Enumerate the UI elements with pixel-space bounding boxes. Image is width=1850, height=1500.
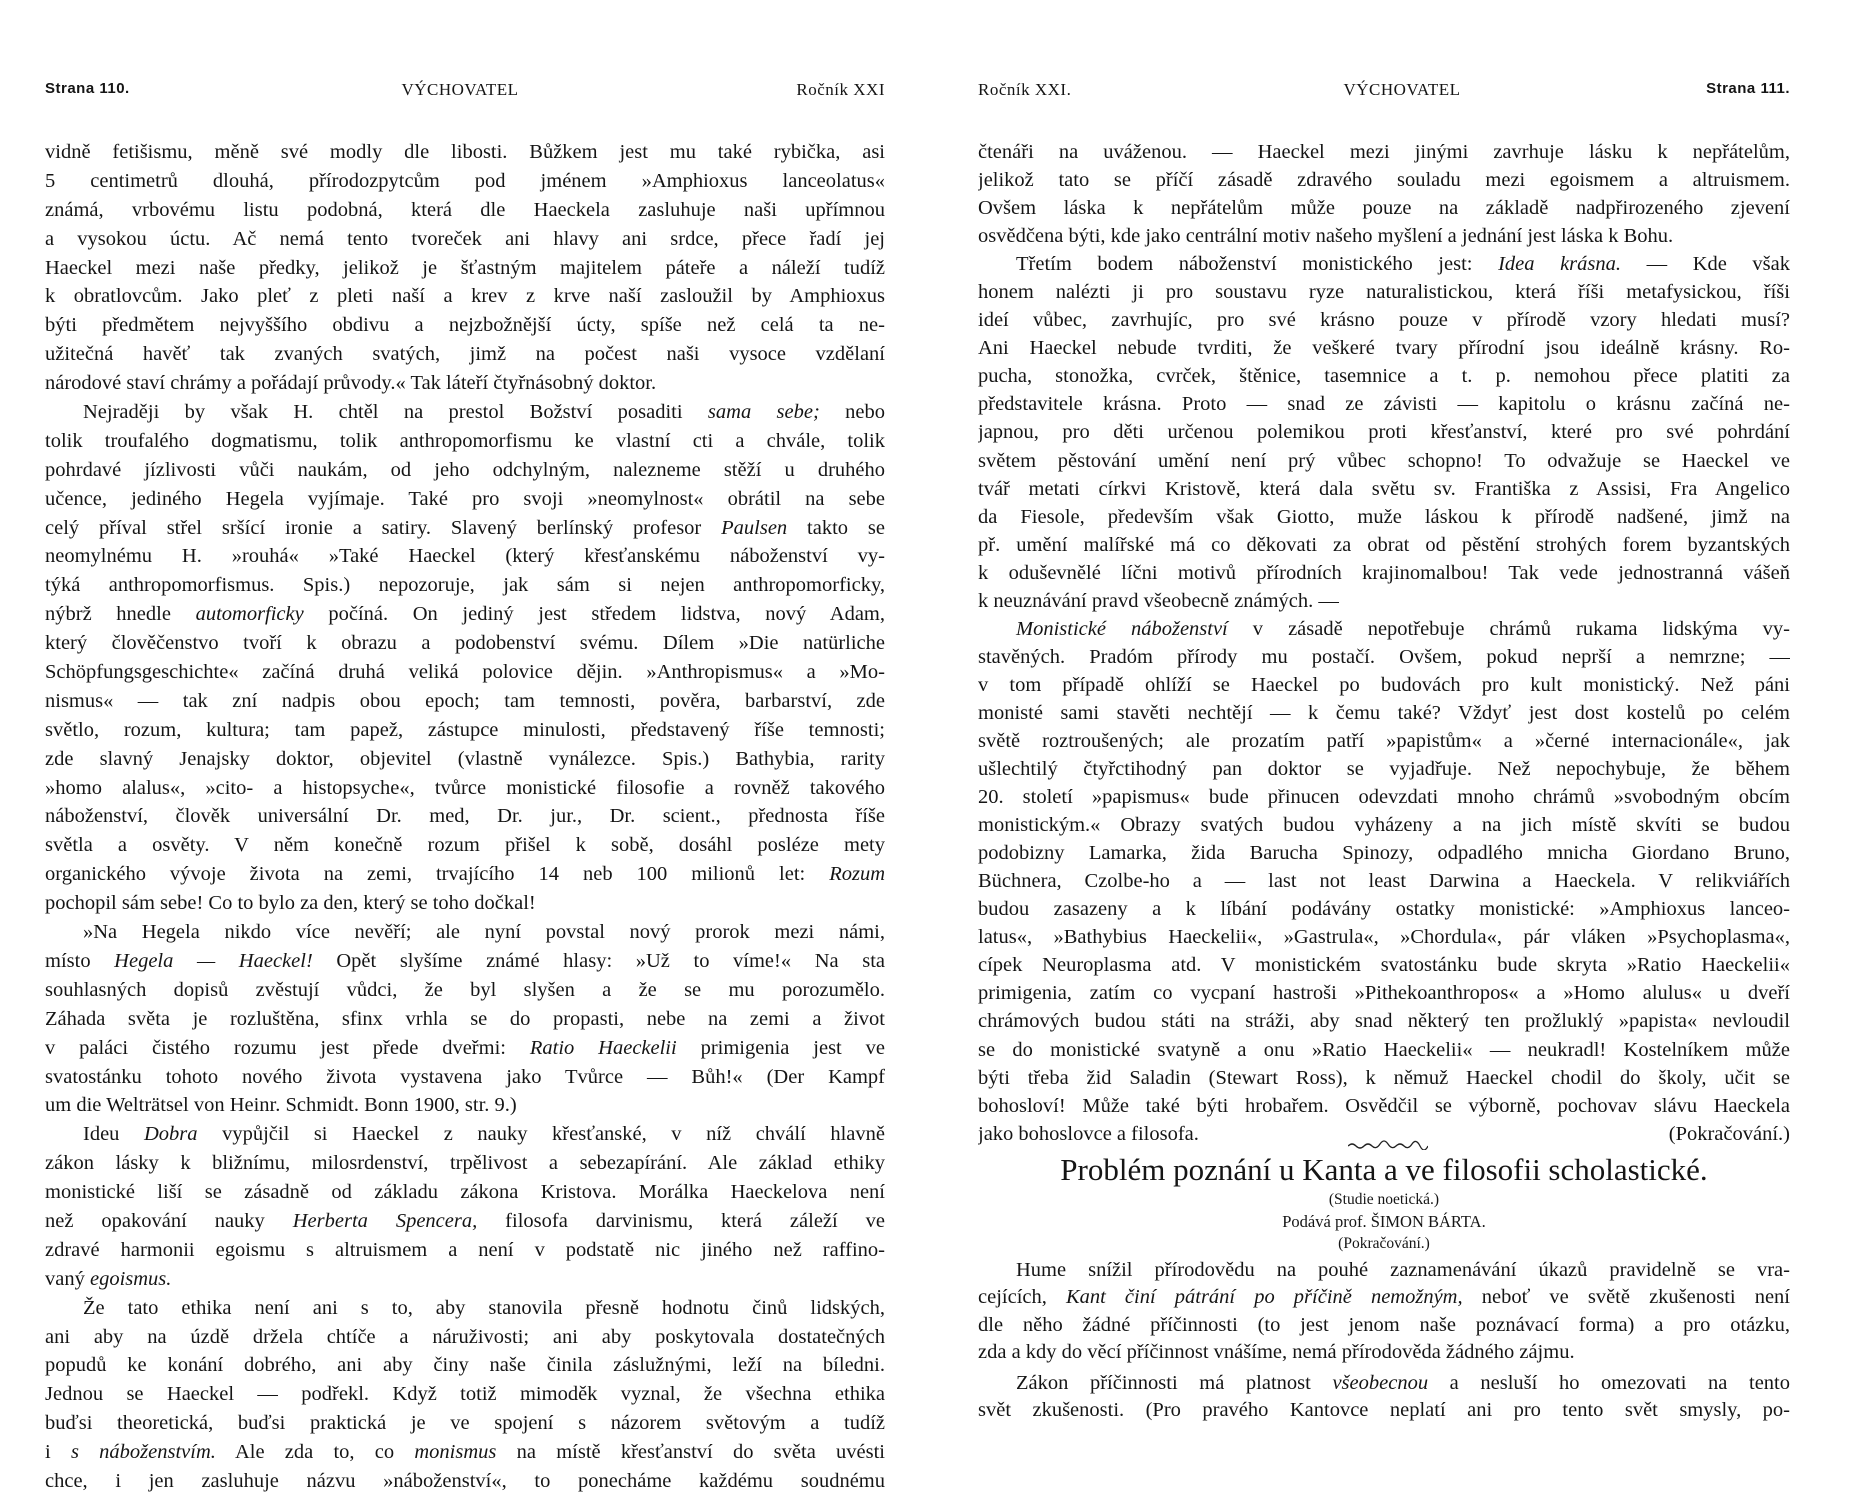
text-run: chrámových budou státi na stráži, aby snad některý ten prožluklý »papista« nevloudil	[978, 1010, 1790, 1033]
italic-text-run: všeobecnou	[1332, 1372, 1429, 1395]
text-line	[45, 802, 885, 831]
text-run: »homo alalus«, »cito- a histopsyche«, tvůrce monistické filosofie a rovněž takového	[45, 776, 885, 799]
text-line	[978, 1092, 1790, 1120]
text-line	[45, 225, 885, 254]
text-run: zde slavný Jenajsky doktor, objevitel (vlastně vynálezce. Spis.) Bathybia, rarity	[45, 747, 885, 770]
text-run: vaný	[45, 1267, 90, 1290]
text-run: náboženství, člověk universální Dr. med, Dr. jur., Dr. scient., přednosta říše	[45, 805, 885, 828]
text-run: »Na Hegela nikdo více nevěří; ale nyní povstal nový prorok mezi námi,	[83, 921, 885, 944]
text-line	[978, 587, 1790, 615]
text-run: př. umění malířské má co děkovati za obrat od pěstění strohých forem byzantských	[978, 533, 1790, 556]
text-run: 5 centimetrů dlouhá, přírodozpytcům pod jménem »Amphioxus lanceolatus«	[45, 169, 885, 192]
text-run: pucha, stonožka, cvrček, štěnice, tasemnice a t. p. nemohou přece platiti za	[978, 365, 1790, 388]
text-line	[978, 1036, 1790, 1064]
text-run: Schöpfungsgeschichte« začíná druhá veliká polovice dějin. »Anthropismus« a »Mo-	[45, 661, 885, 684]
text-line	[978, 1257, 1790, 1284]
text-line	[978, 671, 1790, 699]
text-run: chce, i jen zasluhuje názvu »náboženství«, to ponecháme každému soudnému	[45, 1469, 885, 1492]
text-run: primigenia jest ve	[676, 1036, 885, 1059]
text-run: bohosloví! Může také býti hrobařem. Osvědčil se výborně, pochovav slávu Haeckela	[978, 1094, 1790, 1117]
paragraph	[45, 1294, 885, 1496]
text-line	[978, 278, 1790, 306]
text-line	[978, 867, 1790, 895]
text-line	[45, 1409, 885, 1438]
text-line	[978, 475, 1790, 503]
paragraph	[45, 398, 885, 918]
text-run: Ale zda to, co	[215, 1441, 415, 1464]
text-run: Ovšem láska k nepřátelům může pouze na základě nadpřirozeného zjevení	[978, 197, 1790, 220]
left-volume: Ročník XXI	[796, 80, 885, 99]
text-line	[978, 1397, 1790, 1424]
text-line	[978, 895, 1790, 923]
text-run: Třetím bodem náboženství monistického jest:	[1016, 253, 1499, 276]
text-run: nýbrž hnedle	[45, 603, 196, 626]
text-run: a nesluší ho omezovati na tento	[1428, 1372, 1790, 1395]
text-line	[978, 783, 1790, 811]
paragraph	[978, 615, 1790, 1148]
text-run: budou zasazeny a k líbání podávány ostatky monistické: »Amphioxus lanceo-	[978, 898, 1790, 921]
text-run: známá, vrbovému listu podobná, která dle Haeckela zasluhuje naši upřímnou	[45, 198, 885, 221]
text-run: se do monistické svatyně a onu »Ratio Haeckelii« — neukradl! Kostelníkem může	[978, 1038, 1790, 1061]
text-run: vypůjčil si Haeckel z nauky křesťanské, v níž chválí hlavně	[197, 1123, 885, 1146]
text-run: nebo	[819, 401, 885, 424]
text-run: filosofa darvinismu, která záleží ve	[477, 1209, 885, 1232]
text-run: organického vývoje života na zemi, trvajícího 14 neb 100 milionů let:	[45, 863, 830, 886]
text-line	[45, 860, 885, 889]
text-run: v paláci čistého rozumu jest přede dveřmi:	[45, 1036, 530, 1059]
text-line	[45, 947, 885, 976]
text-line	[45, 1265, 885, 1294]
text-run: pohrdavé jízlivosti vůči naukám, od jeho odchylným, nalezneme stěží u druhého	[45, 458, 885, 481]
italic-text-run: Paulsen	[721, 516, 788, 539]
text-run: místo	[45, 949, 115, 972]
text-run: a vysokou úctu. Ač nemá tento tvoreček ani hlavy ani srdce, přece řadí jej	[45, 227, 885, 250]
text-run: světě roztroušených; ale prozatím patří »papistům« a »černé internacionále«, jak	[978, 729, 1790, 752]
ornament-divider-icon	[1348, 1140, 1428, 1150]
text-line	[978, 1064, 1790, 1092]
text-line	[978, 194, 1790, 222]
text-line	[45, 311, 885, 340]
text-run: Zákon příčinnosti má platnost	[1016, 1372, 1333, 1395]
text-run: počíná. On jediný jest středem lidstva, nový Adam,	[303, 603, 885, 626]
text-run: buďsi theoretická, buďsi praktická je ve spojení s názorem světovým a tudíž	[45, 1412, 885, 1435]
text-line	[45, 716, 885, 745]
italic-text-run: Dobra	[143, 1123, 198, 1146]
right-page-body	[978, 138, 1790, 1148]
paragraph	[978, 138, 1790, 250]
continuation-note: (Pokračování.)	[1668, 1122, 1790, 1145]
text-line	[978, 755, 1790, 783]
text-run: cípek Neuroplasma atd. V monistickém svatostánku bude skryta »Ratio Haeckelii«	[978, 954, 1790, 977]
text-run: představitele krásna. Proto — snad ze závisti — kapitolu o krásnu začíná ne-	[978, 393, 1790, 416]
text-run: um die Welträtsel von Heinr. Schmidt. Bonn 1900, str. 9.)	[45, 1094, 517, 1117]
text-line	[45, 1207, 885, 1236]
text-run: čtenáři na uváženou. — Haeckel mezi jinými zavrhuje lásku k nepřátelům,	[978, 141, 1790, 163]
text-run: japnou, pro děti určenou polemikou proti křesťanství, které pro své pohrdání	[978, 421, 1790, 444]
paragraph	[45, 918, 885, 1120]
paragraph	[45, 138, 885, 398]
text-run: monistické liší se zásadně od základu zákona Kristova. Morálka Haeckelova není	[45, 1181, 885, 1204]
left-page-body	[45, 138, 885, 1496]
text-run: Nejraději by však H. chtěl na prestol Božství posaditi	[83, 401, 708, 424]
paragraph	[978, 1257, 1790, 1366]
text-run: ani aby na úzdě držela chtíče a náruživosti; ani aby poskytovala dostatečných	[45, 1325, 885, 1348]
text-line	[45, 138, 885, 167]
text-line	[45, 1034, 885, 1063]
text-line	[45, 1351, 885, 1380]
text-run: Opět slyšíme známé hlasy: »Už to víme!« Na sta	[312, 949, 885, 972]
italic-text-run: monismus	[414, 1441, 497, 1464]
text-run: primigenia, zatím co vycpaní hastroši »Pithekoanthropos« a »Homo alulus« u dveří	[978, 982, 1790, 1005]
text-run: vidně fetišismu, měně své modly dle libosti. Bůžkem jest mu také rybička, asi	[45, 141, 885, 163]
text-line	[978, 418, 1790, 446]
text-run: ideí vůbec, zavrhujíc, pro své krásno pouze v přírodě vzory hledati musí?	[978, 309, 1790, 332]
text-run: zákon lásky k bližnímu, milosrdenství, trpělivost a sebezapírání. Ale základ ethiky	[45, 1152, 885, 1175]
text-run: monisté sami stavěti nechtějí — k čemu také? Vždyť jest dost kostelů po celém	[978, 701, 1790, 724]
text-line	[978, 923, 1790, 951]
text-run: ušlechtilý čtyřctihodný pan doktor se vyjadřuje. Než nepochybuje, že během	[978, 758, 1790, 781]
italic-text-run: Herberta Spencera,	[292, 1209, 478, 1232]
text-run: celý příval střel sršící ironie a satiry. Slavený berlínský profesor	[45, 516, 722, 539]
text-run: Hume snížil přírodovědu na pouhé zaznamenávání úkazů pravidelně se vra-	[1016, 1259, 1790, 1281]
text-run: osvědčena býti, kde jako centrální motiv našeho myšlení a jednání jest láska k Bohu.	[978, 225, 1674, 248]
text-line	[978, 979, 1790, 1007]
text-run: zdravé harmonii egoismu s altruismem a není v podstatě nic jiného než raffino-	[45, 1238, 885, 1261]
text-run: Jednou se Haeckel — podřekl. Když totiž mimoděk vyznal, že všechna ethika	[45, 1383, 885, 1406]
right-volume: Ročník XXI.	[978, 80, 1072, 99]
text-run: latus«, »Bathybius Haeckelii«, »Gastrula«, »Chordula«, pár vláken »Psychoplasma«,	[978, 926, 1790, 949]
text-line	[45, 167, 885, 196]
text-line	[45, 1149, 885, 1178]
text-line	[978, 447, 1790, 475]
text-line	[978, 1370, 1790, 1397]
text-run: Büchnera, Czolbe-ho a — last not least Darwina a Haeckela. V relikviářích	[978, 870, 1790, 893]
text-line	[978, 503, 1790, 531]
text-line	[45, 1294, 885, 1323]
italic-text-run: s náboženstvím.	[70, 1441, 216, 1464]
text-run: zda a kdy do věcí příčinnost vnášíme, nemá přírodověda žádného zájmu.	[978, 1340, 1575, 1363]
text-line	[978, 811, 1790, 839]
text-line	[45, 398, 885, 427]
text-run: nismus« — tak zní nadpis obou epoch; tam temnosti, pověra, barbarství, zde	[45, 689, 885, 712]
text-run: býti třeba žid Saladin (Stewart Ross), k němuž Haeckel chodil do školy, učit se	[978, 1066, 1790, 1089]
italic-text-run: egoismus.	[89, 1267, 172, 1290]
text-run: světem pěstování umění není prý vůbec schopno! To odvažuje se Haeckel ve	[978, 449, 1790, 472]
text-run: Haeckel mezi naše předky, jelikož je šťastným majitelem páteře a náleží tudíž	[45, 256, 885, 279]
text-run: pochopil sám sebe! Co to bylo za den, který se toho dočkal!	[45, 892, 536, 915]
text-line	[45, 1467, 885, 1496]
text-line	[978, 1339, 1790, 1366]
text-run: týká anthropomorfismus. Spis.) nepozoruje, jak sám si nejen anthropomorficky,	[45, 574, 885, 597]
text-run: monistickým.« Obrazy svatých budou vyházeny a na jich místě skvíti se budou	[978, 814, 1790, 837]
text-run: svatostánku tohoto nového života vystavena jako Tvůrce — Bůh!« (Der Kampf	[45, 1065, 885, 1088]
text-run: cejících,	[978, 1286, 1066, 1309]
text-run: který člověčenstvo tvoří k obrazu a podobenství svému. Dílem »Die natürliche	[45, 632, 885, 655]
left-page-number: Strana 110.	[45, 80, 130, 97]
text-line	[45, 485, 885, 514]
text-line	[45, 1380, 885, 1409]
text-run: neomylnému H. »rouhá« »Také Haeckel (který křesťanskému náboženství vy-	[45, 545, 885, 568]
text-line	[45, 1091, 885, 1120]
text-run: 20. století »papismus« bude přinucen odevzdati mnoho chrámů »svobodným obcím	[978, 786, 1790, 809]
text-line	[45, 774, 885, 803]
paragraph	[45, 1120, 885, 1293]
text-run: stavěných. Pradóm přírody mu postačí. Ovšem, pokud neprší a nemrzne; —	[978, 645, 1790, 668]
text-run: takto se	[787, 516, 885, 539]
text-line	[45, 629, 885, 658]
text-line	[45, 571, 885, 600]
text-run: tvář metati církvi Kristově, která dala světu sv. Františka z Assisi, Fra Angelico	[978, 477, 1790, 500]
text-run: než opakování nauky	[45, 1209, 293, 1232]
text-run: k oduševnělé líčni motivů přírodních krajinomalbou! Tak vede jednostranná vášeň	[978, 561, 1790, 584]
text-line	[45, 1063, 885, 1092]
text-line	[45, 976, 885, 1005]
text-line	[978, 615, 1790, 643]
text-line	[978, 699, 1790, 727]
paragraph	[978, 250, 1790, 615]
text-line	[978, 222, 1790, 250]
text-run: popudů ke konání dobrého, ani aby činy naše činila záslužnými, leží na bíledni.	[45, 1354, 885, 1377]
italic-text-run: Kant činí pátrání po příčině nemožným,	[1065, 1286, 1463, 1309]
text-line	[978, 334, 1790, 362]
italic-text-run: Hegela — Haeckel!	[114, 949, 313, 972]
text-run: Že tato ethika není ani s to, aby stanovila přesně hodnotu činů lidských,	[83, 1296, 885, 1319]
right-page-number: Strana 111.	[1706, 80, 1790, 97]
text-line	[45, 196, 885, 225]
text-run: na místě křesťanství do světa uvésti	[496, 1441, 885, 1464]
text-line	[45, 658, 885, 687]
text-run: užitečná havěť tak zvaných svatých, jimž na počest naši vysoce vzdělaní	[45, 343, 885, 366]
italic-text-run: Idea krásna.	[1498, 253, 1622, 276]
text-line	[45, 1120, 885, 1149]
article-byline: Podává prof. ŠIMON BÁRTA.	[1282, 1212, 1486, 1231]
text-line	[45, 889, 885, 918]
text-line	[978, 250, 1790, 278]
text-line	[45, 1005, 885, 1034]
text-line	[45, 1438, 885, 1467]
text-run: v tom případě ohlíží se Haeckel po budovách pro kult monistický. Než páni	[978, 673, 1790, 696]
text-run: Záhada světa je rozluštěna, sfinx vrhla se do propasti, nebe na zemi a život	[45, 1007, 885, 1030]
text-line	[978, 362, 1790, 390]
text-line	[978, 1312, 1790, 1339]
text-run: jako bohoslovce a filosofa.	[978, 1122, 1199, 1145]
text-run: světlo, rozum, kultura; tam papež, zástupce minulosti, představený říše temnosti;	[45, 718, 885, 741]
text-run: i	[45, 1441, 71, 1464]
text-line	[978, 559, 1790, 587]
text-run: honem nalézti ji pro soustavu ryze naturalistickou, která říši metafysickou, říši	[978, 281, 1790, 304]
text-line	[45, 254, 885, 283]
italic-text-run: sama sebe;	[707, 401, 820, 424]
italic-text-run: Ratio Haeckelii	[529, 1036, 677, 1059]
italic-text-run: Monistické náboženství	[1016, 617, 1228, 640]
left-journal-title: VÝCHOVATEL	[401, 80, 519, 99]
text-line	[978, 306, 1790, 334]
text-line	[45, 1323, 885, 1352]
article-title: Problém poznání u Kanta a ve filosofii scholastické.	[1060, 1152, 1708, 1187]
text-line	[978, 166, 1790, 194]
text-line	[978, 390, 1790, 418]
text-line	[45, 1236, 885, 1265]
text-line	[45, 340, 885, 369]
text-line	[45, 542, 885, 571]
right-journal-title: VÝCHOVATEL	[1343, 80, 1461, 99]
text-line	[978, 643, 1790, 671]
text-run: národové staví chrámy a pořádají průvody.« Tak láteří čtyřnásobný doktor.	[45, 372, 657, 395]
text-run: Ani Haeckel nebude tvrditi, že veškeré tvary přírodní jsou ideálně krásny. Ro-	[978, 337, 1790, 360]
text-run: Ideu	[83, 1123, 144, 1146]
text-line	[45, 687, 885, 716]
text-run: světla a osvěty. V něm konečně rozum přišel k sobě, dosáhl posléze mety	[45, 834, 885, 857]
text-run: podobizny Lamarka, žida Barucha Spinozy, odpadlého mnicha Giordano Bruno,	[978, 842, 1790, 865]
text-line	[45, 282, 885, 311]
italic-text-run: automorficky	[195, 603, 304, 626]
text-line	[45, 369, 885, 398]
text-run: tolik troufalého dogmatismu, tolik anthropomorfismu ke vlastní cti a chvále, tolik	[45, 429, 885, 452]
text-line	[978, 1007, 1790, 1035]
text-line	[45, 600, 885, 629]
text-line	[45, 1178, 885, 1207]
text-run: jelikož tato se příčí zásadě zdravého souladu mezi egoismem a altruismem.	[978, 169, 1790, 192]
article-body	[978, 1257, 1790, 1425]
text-line	[45, 918, 885, 947]
text-line	[978, 839, 1790, 867]
text-line	[45, 514, 885, 543]
text-line	[978, 531, 1790, 559]
text-line	[978, 138, 1790, 166]
text-run: býti předmětem nejvyššího obdivu a nejzbožnější úcty, spíše než celá ta ne-	[45, 314, 885, 337]
text-line	[45, 745, 885, 774]
text-run: da Fiesole, především však Giotto, muže láskou k přírodě nadšené, jimž na	[978, 505, 1790, 528]
italic-text-run: Rozum	[829, 863, 885, 886]
article-continued-note: (Pokračování.)	[1338, 1235, 1430, 1252]
text-run: neboť ve světě zkušenosti není	[1462, 1286, 1790, 1309]
article-subtitle: (Studie noetická.)	[1328, 1191, 1440, 1208]
text-run: — Kde však	[1621, 253, 1790, 276]
text-line	[45, 456, 885, 485]
text-run: v zásadě nepotřebuje chrámů rukama lidskýma vy-	[1227, 617, 1790, 640]
text-line	[45, 427, 885, 456]
text-line	[978, 1284, 1790, 1311]
text-run: k neuznávání pravd všeobecně známých. —	[978, 589, 1339, 612]
text-line	[45, 831, 885, 860]
text-run: souhlasných dopisů zvěstují vůdci, že byl slyšen a že se mu porozumělo.	[45, 978, 885, 1001]
text-run: k obratlovcům. Jako pleť z pleti naší a krev z krve naší zasloužil by Amphioxus	[45, 285, 885, 308]
text-run: učence, jediného Hegela vyjímaje. Také pro svoji »neomylnost« obrátil na sebe	[45, 487, 885, 510]
paragraph	[978, 1370, 1790, 1425]
text-line	[978, 727, 1790, 755]
text-line	[978, 951, 1790, 979]
text-run: svět zkušenosti. (Pro pravého Kantovce neplatí ani pro tento svět smysly, po-	[978, 1399, 1790, 1422]
text-run: dle něho žádné příčinnosti (to jest jenom naše poznávací forma) a pro otázku,	[978, 1313, 1790, 1336]
